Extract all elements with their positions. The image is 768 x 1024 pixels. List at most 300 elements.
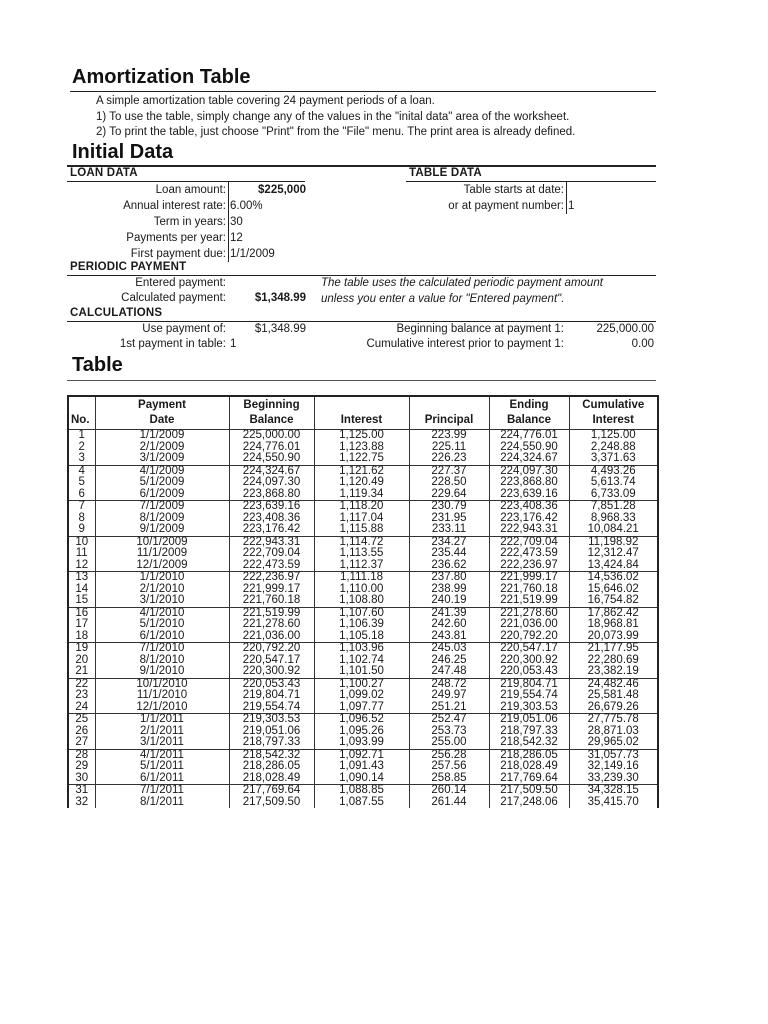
cell-beginning-balance: 220,547.17 xyxy=(229,655,314,667)
cell-principal: 233.11 xyxy=(409,524,489,536)
cell-ending-balance: 220,053.43 xyxy=(489,666,569,678)
cell-principal: 253.73 xyxy=(409,726,489,738)
cell-ending-balance: 221,278.60 xyxy=(489,607,569,619)
payment-note xyxy=(321,276,603,307)
cell-interest: 1,122.75 xyxy=(314,453,409,465)
cell-cumulative-interest: 33,239.30 xyxy=(569,773,658,785)
table-row xyxy=(68,714,658,726)
cell-ending-balance: 224,776.01 xyxy=(489,430,569,442)
table-section-title: Table xyxy=(72,354,123,376)
cell-principal: 226.23 xyxy=(409,453,489,465)
interest-rate-input[interactable]: 6.00% xyxy=(230,200,263,212)
cell-payment-date: 7/1/2011 xyxy=(95,785,229,797)
cell-cumulative-interest: 29,965.02 xyxy=(569,737,658,749)
table-row xyxy=(68,761,658,773)
cell-interest: 1,095.26 xyxy=(314,726,409,738)
cell-payment-date: 7/1/2009 xyxy=(95,501,229,513)
cell-cumulative-interest: 23,382.19 xyxy=(569,666,658,678)
cell-cumulative-interest: 1,125.00 xyxy=(569,430,658,442)
cell-no: 13 xyxy=(68,572,95,584)
cell-cumulative-interest: 14,536.02 xyxy=(569,572,658,584)
cell-beginning-balance: 223,868.80 xyxy=(229,489,314,501)
col-header-ending-balance: Ending Balance xyxy=(489,396,569,430)
cell-interest: 1,106.39 xyxy=(314,619,409,631)
col-header-payment-date: Payment Date xyxy=(95,396,229,430)
cell-payment-date: 4/1/2010 xyxy=(95,607,229,619)
term-label: Term in years: xyxy=(153,216,226,228)
cell-payment-date: 6/1/2011 xyxy=(95,773,229,785)
cell-interest: 1,108.80 xyxy=(314,595,409,607)
cell-ending-balance: 223,868.80 xyxy=(489,477,569,489)
cell-payment-date: 2/1/2011 xyxy=(95,726,229,738)
cell-cumulative-interest: 21,177.95 xyxy=(569,643,658,655)
table-row xyxy=(68,785,658,797)
cell-no: 21 xyxy=(68,666,95,678)
cell-no: 11 xyxy=(68,548,95,560)
cell-cumulative-interest: 5,613.74 xyxy=(569,477,658,489)
cell-ending-balance: 223,639.16 xyxy=(489,489,569,501)
cell-ending-balance: 222,473.59 xyxy=(489,548,569,560)
cell-ending-balance: 220,300.92 xyxy=(489,655,569,667)
cell-interest: 1,111.18 xyxy=(314,572,409,584)
table-row xyxy=(68,690,658,702)
cell-payment-date: 12/1/2009 xyxy=(95,560,229,572)
cell-interest: 1,092.71 xyxy=(314,749,409,761)
cell-payment-date: 6/1/2010 xyxy=(95,631,229,643)
cell-cumulative-interest: 26,679.26 xyxy=(569,702,658,714)
table-row xyxy=(68,666,658,678)
interest-rate-label: Annual interest rate: xyxy=(123,200,226,212)
cell-principal: 246.25 xyxy=(409,655,489,667)
cell-payment-date: 1/1/2011 xyxy=(95,714,229,726)
cell-principal: 256.28 xyxy=(409,749,489,761)
cell-ending-balance: 223,176.42 xyxy=(489,513,569,525)
cell-principal: 243.81 xyxy=(409,631,489,643)
cell-beginning-balance: 218,028.49 xyxy=(229,773,314,785)
cell-interest: 1,096.52 xyxy=(314,714,409,726)
cell-no: 32 xyxy=(68,797,95,809)
cell-interest: 1,113.55 xyxy=(314,548,409,560)
cell-no: 4 xyxy=(68,465,95,477)
cell-beginning-balance: 219,303.53 xyxy=(229,714,314,726)
cell-payment-date: 8/1/2009 xyxy=(95,513,229,525)
cell-no: 6 xyxy=(68,489,95,501)
cell-principal: 242.60 xyxy=(409,619,489,631)
table-row xyxy=(68,548,658,560)
table-row xyxy=(68,453,658,465)
cell-payment-date: 5/1/2011 xyxy=(95,761,229,773)
cell-interest: 1,114.72 xyxy=(314,536,409,548)
cell-no: 14 xyxy=(68,584,95,596)
cell-no: 8 xyxy=(68,513,95,525)
cell-interest: 1,112.37 xyxy=(314,560,409,572)
table-row xyxy=(68,501,658,513)
cell-interest: 1,120.49 xyxy=(314,477,409,489)
cell-beginning-balance: 224,097.30 xyxy=(229,477,314,489)
cell-principal: 257.56 xyxy=(409,761,489,773)
cell-principal: 245.03 xyxy=(409,643,489,655)
cell-ending-balance: 221,760.18 xyxy=(489,584,569,596)
cell-principal: 228.50 xyxy=(409,477,489,489)
cell-beginning-balance: 223,176.42 xyxy=(229,524,314,536)
cell-interest: 1,100.27 xyxy=(314,678,409,690)
cell-beginning-balance: 221,519.99 xyxy=(229,607,314,619)
loan-data-heading: LOAN DATA xyxy=(70,167,138,179)
cell-interest: 1,125.00 xyxy=(314,430,409,442)
cell-ending-balance: 224,324.67 xyxy=(489,453,569,465)
cell-ending-balance: 219,303.53 xyxy=(489,702,569,714)
cell-no: 17 xyxy=(68,619,95,631)
table-data-input-border xyxy=(566,182,567,214)
cell-no: 26 xyxy=(68,726,95,738)
table-row xyxy=(68,797,658,809)
cell-beginning-balance: 220,300.92 xyxy=(229,666,314,678)
first-payment-in-table-label: 1st payment in table: xyxy=(119,338,226,350)
cell-beginning-balance: 224,550.90 xyxy=(229,453,314,465)
cell-interest: 1,105.18 xyxy=(314,631,409,643)
cell-cumulative-interest: 16,754.82 xyxy=(569,595,658,607)
first-payment-input[interactable]: 1/1/2009 xyxy=(230,248,275,260)
cell-interest: 1,101.50 xyxy=(314,666,409,678)
cell-cumulative-interest: 24,482.46 xyxy=(569,678,658,690)
cell-no: 28 xyxy=(68,749,95,761)
cell-cumulative-interest: 34,328.15 xyxy=(569,785,658,797)
cell-interest: 1,107.60 xyxy=(314,607,409,619)
cell-cumulative-interest: 12,312.47 xyxy=(569,548,658,560)
periodic-payment-heading: PERIODIC PAYMENT xyxy=(70,261,187,273)
table-row xyxy=(68,631,658,643)
cumulative-interest-prior-value: 0.00 xyxy=(631,338,654,350)
table-row xyxy=(68,619,658,631)
cell-no: 15 xyxy=(68,595,95,607)
cell-beginning-balance: 219,804.71 xyxy=(229,690,314,702)
cell-payment-date: 10/1/2010 xyxy=(95,678,229,690)
cell-no: 23 xyxy=(68,690,95,702)
cell-cumulative-interest: 31,057.73 xyxy=(569,749,658,761)
cell-beginning-balance: 217,509.50 xyxy=(229,797,314,809)
cell-payment-date: 8/1/2011 xyxy=(95,797,229,809)
cell-cumulative-interest: 2,248.88 xyxy=(569,442,658,454)
cell-no: 5 xyxy=(68,477,95,489)
cell-cumulative-interest: 4,493.26 xyxy=(569,465,658,477)
cell-ending-balance: 221,036.00 xyxy=(489,619,569,631)
cell-beginning-balance: 217,769.64 xyxy=(229,785,314,797)
cell-beginning-balance: 222,473.59 xyxy=(229,560,314,572)
cell-principal: 227.37 xyxy=(409,465,489,477)
cell-principal: 247.48 xyxy=(409,666,489,678)
cell-ending-balance: 219,804.71 xyxy=(489,678,569,690)
amortization-table xyxy=(67,395,659,808)
cell-interest: 1,088.85 xyxy=(314,785,409,797)
cell-beginning-balance: 222,709.04 xyxy=(229,548,314,560)
cell-no: 10 xyxy=(68,536,95,548)
payments-per-year-input[interactable]: 12 xyxy=(230,232,243,244)
intro-line: A simple amortization table covering 24 payment periods of a loan. xyxy=(96,95,435,107)
cell-principal: 249.97 xyxy=(409,690,489,702)
cell-cumulative-interest: 3,371.63 xyxy=(569,453,658,465)
table-start-number-label: or at payment number: xyxy=(448,200,564,212)
cell-payment-date: 9/1/2010 xyxy=(95,666,229,678)
cell-cumulative-interest: 8,968.33 xyxy=(569,513,658,525)
cell-payment-date: 4/1/2009 xyxy=(95,465,229,477)
cell-ending-balance: 220,547.17 xyxy=(489,643,569,655)
col-header-cumulative-interest: Cumulative Interest xyxy=(569,396,658,430)
table-row xyxy=(68,773,658,785)
cell-interest: 1,102.74 xyxy=(314,655,409,667)
table-start-date-input[interactable] xyxy=(568,182,648,198)
cell-ending-balance: 222,943.31 xyxy=(489,524,569,536)
cell-beginning-balance: 221,760.18 xyxy=(229,595,314,607)
loan-amount-input[interactable]: $225,000 xyxy=(258,184,306,196)
cell-cumulative-interest: 17,862.42 xyxy=(569,607,658,619)
initial-data-divider xyxy=(67,165,656,167)
cell-payment-date: 5/1/2010 xyxy=(95,619,229,631)
cell-interest: 1,093.99 xyxy=(314,737,409,749)
cell-principal: 261.44 xyxy=(409,797,489,809)
cell-interest: 1,087.55 xyxy=(314,797,409,809)
cell-principal: 260.14 xyxy=(409,785,489,797)
cell-principal: 255.00 xyxy=(409,737,489,749)
entered-payment-label: Entered payment: xyxy=(135,277,226,289)
cell-principal: 231.95 xyxy=(409,513,489,525)
cell-principal: 229.64 xyxy=(409,489,489,501)
cell-beginning-balance: 218,286.05 xyxy=(229,761,314,773)
cell-cumulative-interest: 10,084.21 xyxy=(569,524,658,536)
cell-payment-date: 3/1/2009 xyxy=(95,453,229,465)
loan-data-input-border xyxy=(228,182,229,262)
cell-payment-date: 3/1/2011 xyxy=(95,737,229,749)
cell-principal: 223.99 xyxy=(409,430,489,442)
calculations-left-values xyxy=(230,322,306,352)
cell-interest: 1,119.34 xyxy=(314,489,409,501)
cell-no: 16 xyxy=(68,607,95,619)
periodic-payment-labels xyxy=(70,276,226,306)
cell-ending-balance: 221,519.99 xyxy=(489,595,569,607)
cell-beginning-balance: 222,943.31 xyxy=(229,536,314,548)
cell-beginning-balance: 223,639.16 xyxy=(229,501,314,513)
cell-principal: 258.85 xyxy=(409,773,489,785)
cell-cumulative-interest: 20,073.99 xyxy=(569,631,658,643)
table-data-heading: TABLE DATA xyxy=(409,167,482,179)
cell-interest: 1,110.00 xyxy=(314,584,409,596)
cell-ending-balance: 222,236.97 xyxy=(489,560,569,572)
cell-no: 18 xyxy=(68,631,95,643)
cell-ending-balance: 218,286.05 xyxy=(489,749,569,761)
cumulative-interest-prior-label: Cumulative interest prior to payment 1: xyxy=(366,338,564,350)
cell-cumulative-interest: 35,415.70 xyxy=(569,797,658,809)
cell-principal: 237.80 xyxy=(409,572,489,584)
table-row xyxy=(68,489,658,501)
cell-beginning-balance: 221,036.00 xyxy=(229,631,314,643)
cell-principal: 230.79 xyxy=(409,501,489,513)
table-start-number-input[interactable]: 1 xyxy=(568,200,575,212)
beginning-balance-label: Beginning balance at payment 1: xyxy=(396,323,564,335)
cell-no: 22 xyxy=(68,678,95,690)
cell-interest: 1,091.43 xyxy=(314,761,409,773)
cell-cumulative-interest: 7,851.28 xyxy=(569,501,658,513)
payment-note-line: The table uses the calculated periodic payment amount xyxy=(321,277,603,289)
beginning-balance-value: 225,000.00 xyxy=(596,323,654,335)
cell-beginning-balance: 224,776.01 xyxy=(229,442,314,454)
first-payment-label: First payment due: xyxy=(130,248,226,260)
cell-payment-date: 11/1/2010 xyxy=(95,690,229,702)
cell-beginning-balance: 223,408.36 xyxy=(229,513,314,525)
cell-cumulative-interest: 15,646.02 xyxy=(569,584,658,596)
cell-interest: 1,090.14 xyxy=(314,773,409,785)
cell-interest: 1,115.88 xyxy=(314,524,409,536)
col-header-principal: Principal xyxy=(409,396,489,430)
cell-ending-balance: 218,542.32 xyxy=(489,737,569,749)
col-header-beginning-balance: Beginning Balance xyxy=(229,396,314,430)
loan-amount-label: Loan amount: xyxy=(155,184,226,196)
calculations-heading: CALCULATIONS xyxy=(70,307,163,319)
cell-payment-date: 12/1/2010 xyxy=(95,702,229,714)
cell-interest: 1,118.20 xyxy=(314,501,409,513)
table-row xyxy=(68,560,658,572)
cell-payment-date: 1/1/2009 xyxy=(95,430,229,442)
cell-ending-balance: 224,097.30 xyxy=(489,465,569,477)
cell-payment-date: 6/1/2009 xyxy=(95,489,229,501)
cell-cumulative-interest: 13,424.84 xyxy=(569,560,658,572)
table-row xyxy=(68,595,658,607)
cell-no: 29 xyxy=(68,761,95,773)
cell-no: 12 xyxy=(68,560,95,572)
use-payment-label: Use payment of: xyxy=(142,323,226,335)
cell-principal: 240.19 xyxy=(409,595,489,607)
title-divider xyxy=(70,91,656,92)
cell-payment-date: 11/1/2009 xyxy=(95,548,229,560)
table-data-values xyxy=(568,182,648,214)
cell-ending-balance: 219,051.06 xyxy=(489,714,569,726)
cell-no: 9 xyxy=(68,524,95,536)
cell-beginning-balance: 220,053.43 xyxy=(229,678,314,690)
cell-cumulative-interest: 11,198.92 xyxy=(569,536,658,548)
cell-principal: 241.39 xyxy=(409,607,489,619)
table-row xyxy=(68,430,658,442)
cell-payment-date: 9/1/2009 xyxy=(95,524,229,536)
cell-ending-balance: 218,028.49 xyxy=(489,761,569,773)
cell-beginning-balance: 220,792.20 xyxy=(229,643,314,655)
table-row xyxy=(68,572,658,584)
cell-interest: 1,097.77 xyxy=(314,702,409,714)
loan-data-values xyxy=(230,182,306,262)
calculations-right-labels xyxy=(330,322,564,352)
cell-principal: 225.11 xyxy=(409,442,489,454)
cell-beginning-balance: 219,051.06 xyxy=(229,726,314,738)
periodic-payment-values xyxy=(230,276,306,306)
cell-interest: 1,099.02 xyxy=(314,690,409,702)
first-payment-in-table-value: 1 xyxy=(230,338,237,350)
cell-principal: 248.72 xyxy=(409,678,489,690)
loan-data-labels xyxy=(70,182,226,262)
calculations-left-labels xyxy=(70,322,226,352)
table-row xyxy=(68,643,658,655)
cell-cumulative-interest: 6,733.09 xyxy=(569,489,658,501)
col-header-interest: Interest xyxy=(314,396,409,430)
cell-principal: 251.21 xyxy=(409,702,489,714)
cell-principal: 235.44 xyxy=(409,548,489,560)
cell-ending-balance: 223,408.36 xyxy=(489,501,569,513)
cell-ending-balance: 217,769.64 xyxy=(489,773,569,785)
initial-data-title: Initial Data xyxy=(72,141,174,163)
cell-cumulative-interest: 18,968.81 xyxy=(569,619,658,631)
cell-cumulative-interest: 28,871.03 xyxy=(569,726,658,738)
cell-beginning-balance: 224,324.67 xyxy=(229,465,314,477)
cell-payment-date: 8/1/2010 xyxy=(95,655,229,667)
cell-cumulative-interest: 32,149.16 xyxy=(569,761,658,773)
cell-payment-date: 2/1/2010 xyxy=(95,584,229,596)
cell-no: 19 xyxy=(68,643,95,655)
cell-no: 31 xyxy=(68,785,95,797)
cell-no: 25 xyxy=(68,714,95,726)
cell-no: 2 xyxy=(68,442,95,454)
cell-payment-date: 10/1/2009 xyxy=(95,536,229,548)
cell-payment-date: 4/1/2011 xyxy=(95,749,229,761)
term-input[interactable]: 30 xyxy=(230,216,243,228)
payment-note-line: unless you enter a value for "Entered payment". xyxy=(321,292,565,305)
cell-cumulative-interest: 27,775.78 xyxy=(569,714,658,726)
table-start-date-label: Table starts at date: xyxy=(463,184,564,196)
payments-per-year-label: Payments per year: xyxy=(126,232,226,244)
cell-principal: 236.62 xyxy=(409,560,489,572)
intro-text xyxy=(96,94,575,141)
cell-payment-date: 2/1/2009 xyxy=(95,442,229,454)
cell-payment-date: 1/1/2010 xyxy=(95,572,229,584)
cell-interest: 1,117.04 xyxy=(314,513,409,525)
cell-payment-date: 3/1/2010 xyxy=(95,595,229,607)
calculated-payment-value: $1,348.99 xyxy=(254,292,306,304)
cell-beginning-balance: 221,278.60 xyxy=(229,619,314,631)
cell-beginning-balance: 221,999.17 xyxy=(229,584,314,596)
cell-principal: 252.47 xyxy=(409,714,489,726)
table-row xyxy=(68,702,658,714)
table-body xyxy=(68,430,658,809)
cell-no: 3 xyxy=(68,453,95,465)
cell-beginning-balance: 222,236.97 xyxy=(229,572,314,584)
cell-ending-balance: 219,554.74 xyxy=(489,690,569,702)
table-row xyxy=(68,524,658,536)
cell-principal: 234.27 xyxy=(409,536,489,548)
cell-cumulative-interest: 22,280.69 xyxy=(569,655,658,667)
cell-cumulative-interest: 25,581.48 xyxy=(569,690,658,702)
table-row xyxy=(68,477,658,489)
page-title: Amortization Table xyxy=(72,66,251,88)
cell-no: 24 xyxy=(68,702,95,714)
cell-ending-balance: 218,797.33 xyxy=(489,726,569,738)
cell-ending-balance: 221,999.17 xyxy=(489,572,569,584)
cell-ending-balance: 220,792.20 xyxy=(489,631,569,643)
table-row xyxy=(68,737,658,749)
calculated-payment-label: Calculated payment: xyxy=(121,292,226,304)
cell-no: 1 xyxy=(68,430,95,442)
cell-payment-date: 7/1/2010 xyxy=(95,643,229,655)
intro-line: 1) To use the table, simply change any of the values in the "inital data" area of the worksheet. xyxy=(96,110,570,123)
cell-no: 20 xyxy=(68,655,95,667)
cell-ending-balance: 224,550.90 xyxy=(489,442,569,454)
entered-payment-input[interactable] xyxy=(230,276,306,291)
cell-ending-balance: 222,709.04 xyxy=(489,536,569,548)
cell-interest: 1,121.62 xyxy=(314,465,409,477)
table-header-row xyxy=(68,396,658,430)
cell-interest: 1,123.88 xyxy=(314,442,409,454)
cell-no: 30 xyxy=(68,773,95,785)
cell-principal: 238.99 xyxy=(409,584,489,596)
cell-beginning-balance: 225,000.00 xyxy=(229,430,314,442)
calculations-right-values xyxy=(570,322,654,352)
cell-beginning-balance: 218,542.32 xyxy=(229,749,314,761)
cell-interest: 1,103.96 xyxy=(314,643,409,655)
intro-line: 2) To print the table, just choose "Print" from the "File" menu. The print area is already defined. xyxy=(96,126,576,138)
